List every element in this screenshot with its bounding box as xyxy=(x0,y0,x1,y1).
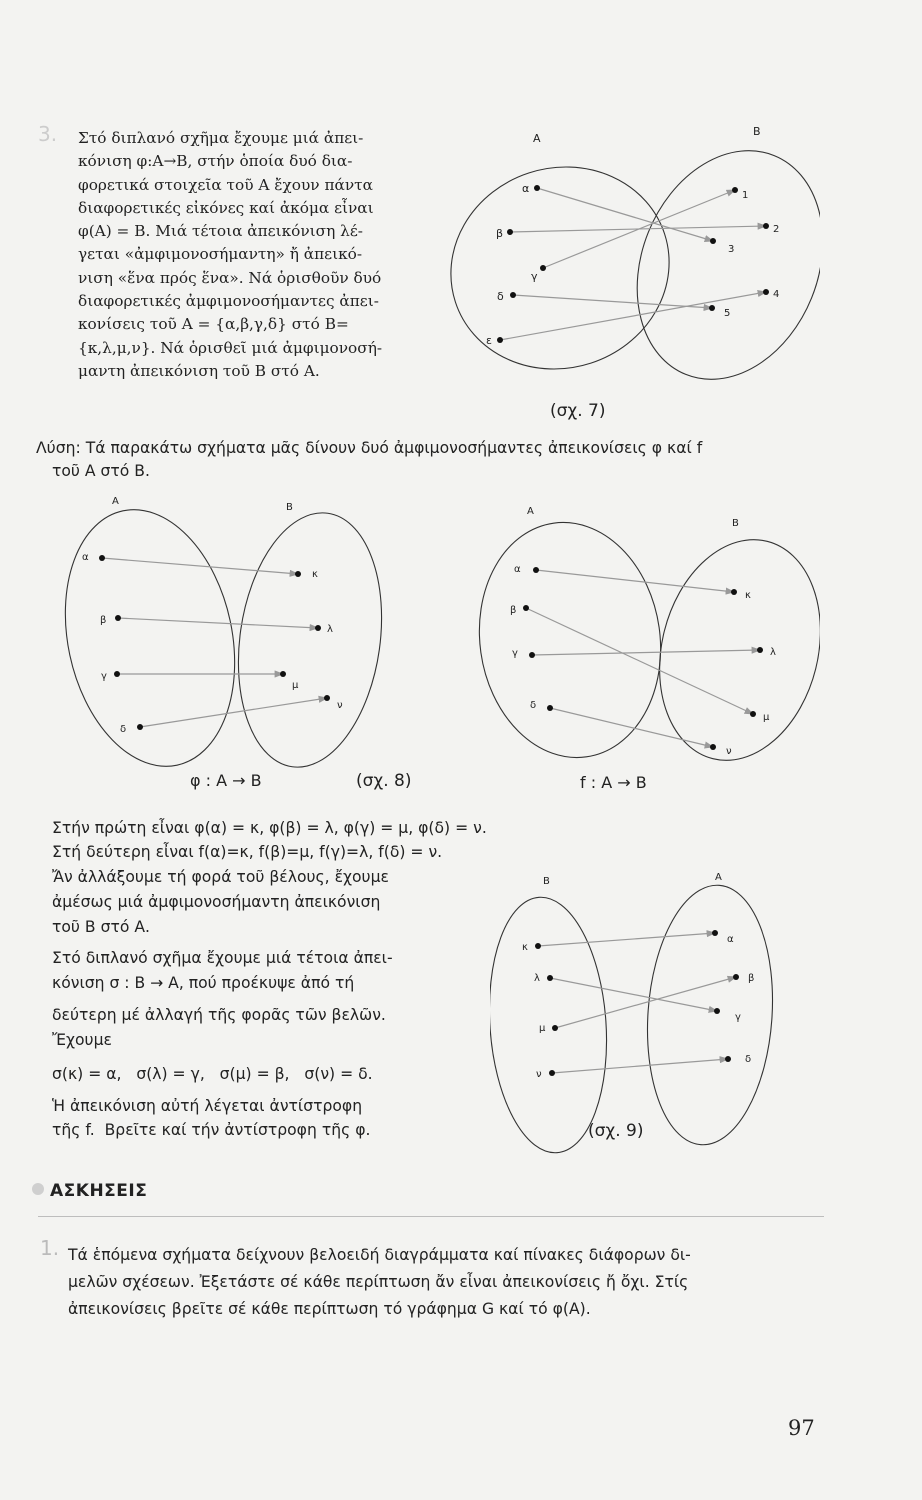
set-a-label: A xyxy=(533,132,541,145)
mapping-label-phi: φ : A → B xyxy=(190,771,262,790)
mapping-label-f: f : A → B xyxy=(580,773,647,792)
text-line: φορετικά στοιχεῖα τοῦ Α ἔχουν πάντα xyxy=(78,175,373,194)
point xyxy=(732,187,738,193)
figure-caption: (σχ. 8) xyxy=(356,771,412,791)
point xyxy=(763,223,769,229)
point-label: μ xyxy=(292,680,299,691)
arrow xyxy=(532,650,760,655)
point-label: λ xyxy=(534,973,540,984)
text-line: Στό διπλανό σχῆμα ἔχουμε μιά ἀπει- xyxy=(78,129,364,147)
point xyxy=(733,974,739,980)
body-line-8: δεύτερη μέ ἀλλαγή τῆς φορᾶς τῶν βελῶν. xyxy=(52,1006,386,1024)
point xyxy=(725,1056,731,1062)
point xyxy=(709,305,715,311)
arrow xyxy=(118,618,318,628)
set-b-label: B xyxy=(732,518,739,529)
point xyxy=(295,571,301,577)
point-label: μ xyxy=(763,712,770,723)
exercises-heading: ΑΣΚΗΣΕΙΣ xyxy=(50,1181,148,1201)
text-line: γεται «ἀμφιμονοσήμαντη» ἤ ἀπεικό- xyxy=(78,245,363,264)
body-line-5: τοῦ Β στό Α. xyxy=(52,918,150,936)
arrow xyxy=(536,570,734,592)
solution-line-2: τοῦ Α στό Β. xyxy=(52,462,150,480)
point xyxy=(497,337,503,343)
point-label: β xyxy=(100,615,107,626)
solution-label: Λύση: xyxy=(36,439,81,457)
point-label: ν xyxy=(726,746,732,757)
point-label: δ xyxy=(745,1054,752,1065)
point xyxy=(115,615,121,621)
point-label: β xyxy=(496,227,504,240)
point xyxy=(731,589,737,595)
point xyxy=(535,943,541,949)
point-label: λ xyxy=(327,624,333,635)
point xyxy=(137,724,143,730)
bullet-dot xyxy=(32,1183,44,1195)
text-line: διαφορετικές εἰκόνες καί ἀκόμα εἶναι xyxy=(78,198,374,217)
point-label: α xyxy=(727,934,734,945)
set-a-label: A xyxy=(112,496,119,507)
set-b-ellipse xyxy=(223,504,397,777)
set-b-ellipse xyxy=(490,893,615,1156)
point-label: α xyxy=(82,552,89,563)
set-b-label: B xyxy=(753,125,761,138)
set-b-label: B xyxy=(286,502,293,513)
set-a-ellipse xyxy=(43,494,257,782)
point xyxy=(763,289,769,295)
point xyxy=(533,567,539,573)
point xyxy=(552,1025,558,1031)
point xyxy=(540,265,546,271)
arrow xyxy=(552,1059,728,1073)
point xyxy=(547,975,553,981)
point xyxy=(710,238,716,244)
text-line: νιση «ἕνα πρός ἕνα». Νά ὁρισθοῦν δυό xyxy=(78,268,382,287)
point xyxy=(324,695,330,701)
point xyxy=(507,229,513,235)
point-label: ε xyxy=(486,334,492,347)
point-label: δ xyxy=(497,290,504,303)
point-label: κ xyxy=(745,590,751,601)
point-label: γ xyxy=(531,270,538,283)
arrow xyxy=(543,190,735,268)
point-label: β xyxy=(748,973,755,984)
exercise-1-line-3: ἀπεικονίσεις βρεῖτε σέ κάθε περίπτωση τό γράφημα G καί τό φ(Α). xyxy=(68,1300,591,1318)
body-line-7: κόνιση σ : Β → Α, πού προέκυψε ἀπό τή xyxy=(52,974,355,992)
set-b-ellipse xyxy=(604,123,820,408)
point xyxy=(510,292,516,298)
body-line-3: Ἄν ἀλλάξουμε τή φορά τοῦ βέλους, ἔχουμε xyxy=(52,868,389,886)
solution-line-1 xyxy=(36,436,702,461)
point-label: δ xyxy=(530,700,537,711)
text-line: κόνιση φ:Α→Β, στήν ὁποία δυό δια- xyxy=(78,152,353,171)
point-label: κ xyxy=(312,569,318,580)
point-label: α xyxy=(514,564,521,575)
arrow xyxy=(102,558,298,574)
point-label: 3 xyxy=(728,244,735,255)
point xyxy=(534,185,540,191)
point-label: 5 xyxy=(724,308,731,319)
point xyxy=(757,647,763,653)
arrow xyxy=(526,608,753,714)
figure-7 xyxy=(440,120,820,420)
point xyxy=(315,625,321,631)
point xyxy=(280,671,286,677)
text-line: διαφορετικές ἀμφιμονοσήμαντες ἀπει- xyxy=(78,292,379,311)
solution-text: Τά παρακάτω σχήματα μᾶς δίνουν δυό ἀμφιμονοσήμαντες ἀπεικονίσεις φ καί f xyxy=(85,439,703,457)
body-line-4: ἀμέσως μιά ἀμφιμονοσήμαντη ἀπεικόνιση xyxy=(52,893,381,911)
body-line-10: σ(κ) = α, σ(λ) = γ, σ(μ) = β, σ(ν) = δ. xyxy=(52,1065,373,1083)
set-a-label: A xyxy=(527,506,534,517)
point xyxy=(714,1008,720,1014)
point-label: β xyxy=(510,605,517,616)
text-line: {κ,λ,μ,ν}. Νά ὁρισθεῖ μιά ἀμφιμονοσή- xyxy=(78,338,383,357)
page-number: 97 xyxy=(788,1416,815,1440)
figure-caption: (σχ. 9) xyxy=(588,1121,644,1141)
exercise-number: 3. xyxy=(38,122,58,146)
exercise-1-line-2: μελῶν σχέσεων. Ἐξετάστε σέ κάθε περίπτωση ἄν εἶναι ἀπεικονίσεις ἤ ὄχι. Στίς xyxy=(68,1273,689,1291)
set-a-ellipse xyxy=(639,881,781,1149)
arrow xyxy=(537,188,713,241)
text-line: φ(Α) = Β. Μιά τέτοια ἀπεικόνιση λέ- xyxy=(78,222,363,241)
point-label: γ xyxy=(735,1012,741,1023)
point-label: α xyxy=(522,182,530,195)
point-label: γ xyxy=(512,648,518,659)
text-line: κονίσεις τοῦ Α = {α,β,γ,δ} στό Β= xyxy=(78,315,349,334)
exercise-3-text xyxy=(78,127,433,383)
point xyxy=(549,1070,555,1076)
point xyxy=(547,705,553,711)
point-label: κ xyxy=(522,942,528,953)
arrow xyxy=(538,933,715,946)
figure-caption: (σχ. 7) xyxy=(550,401,606,420)
point-label: λ xyxy=(770,647,776,658)
point xyxy=(529,652,535,658)
point xyxy=(750,711,756,717)
body-line-11: Ἡ ἀπεικόνιση αὐτή λέγεται ἀντίστροφη xyxy=(52,1097,363,1115)
figure-9 xyxy=(490,860,790,1160)
divider xyxy=(38,1216,824,1217)
point-label: 2 xyxy=(773,224,780,235)
point-label: δ xyxy=(120,724,127,735)
body-line-6: Στό διπλανό σχῆμα ἔχουμε μιά τέτοια ἀπει- xyxy=(52,949,393,967)
body-line-12: τῆς f. Βρεῖτε καί τήν ἀντίστροφη τῆς φ. xyxy=(52,1121,371,1139)
point-label: ν xyxy=(536,1069,542,1080)
point-label: γ xyxy=(101,671,107,682)
body-line-9: Ἔχουμε xyxy=(52,1031,112,1049)
text-line: μαντη ἀπεικόνιση τοῦ Β στό Α. xyxy=(78,361,320,380)
point-label: ν xyxy=(337,700,343,711)
point-label: μ xyxy=(539,1023,546,1034)
set-a-label: A xyxy=(715,872,722,883)
arrow xyxy=(550,708,713,747)
arrow xyxy=(140,698,327,727)
body-line-1: Στήν πρώτη εἶναι φ(α) = κ, φ(β) = λ, φ(γ) = μ, φ(δ) = ν. xyxy=(52,819,487,837)
figure-8 xyxy=(40,490,820,800)
point xyxy=(114,671,120,677)
arrow xyxy=(513,295,712,308)
point xyxy=(523,605,529,611)
set-a-ellipse xyxy=(440,139,696,397)
exercise-number: 1. xyxy=(40,1236,60,1260)
point xyxy=(712,930,718,936)
point xyxy=(99,555,105,561)
point-label: 4 xyxy=(773,289,780,300)
set-b-ellipse xyxy=(637,522,820,777)
exercise-1-line-1: Τά ἑπόμενα σχήματα δείχνουν βελοειδή διαγράμματα καί πίνακες διάφορων δι- xyxy=(68,1246,691,1264)
body-line-2: Στή δεύτερη εἶναι f(α)=κ, f(β)=μ, f(γ)=λ, f(δ) = ν. xyxy=(52,843,443,861)
set-b-label: B xyxy=(543,876,550,887)
point-label: 1 xyxy=(742,190,749,201)
point xyxy=(710,744,716,750)
